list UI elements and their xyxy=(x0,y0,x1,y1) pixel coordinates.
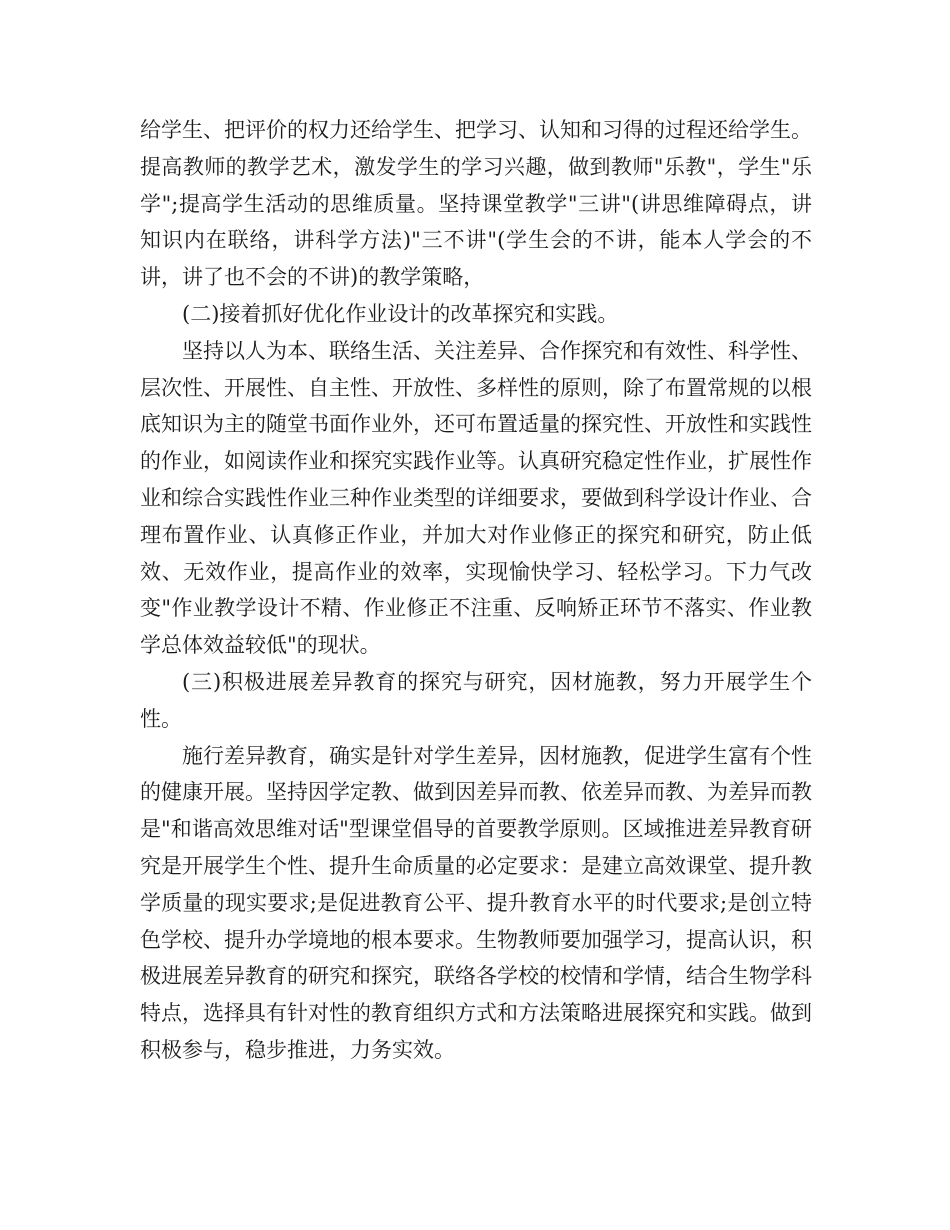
paragraph-continuation: 给学生、把评价的权力还给学生、把学习、认知和习得的过程还给学生。提高教师的教学艺术，激发学生的学习兴趣，做到教师"乐教"，学生"乐学";提高学生活动的思维质量。坚持课堂教学"三讲"(讲思维障碍点，讲知识内在联络，讲科学方法)"三不讲"(学生会的不讲，能本人学会的不讲，讲了也不会的不讲)的教学策略， xyxy=(140,118,812,290)
paragraph-differentiated-education: 施行差异教育，确实是针对学生差异，因材施教，促进学生富有个性的健康开展。坚持因学定教、做到因差异而教、依差异而教、为差异而教是"和谐高效思维对话"型课堂倡导的首要教学原则。区域推进差异教育研究是开展学生个性、提升生命质量的必定要求：是建立高效课堂、提升教学质量的现实要求;是促进教育公平、提升教育水平的时代要求;是创立特色学校、提升办学境地的根本要求。生物教师要加强学习，提高认识，积极进展差异教育的研究和探究，联络各学校的校情和学情，结合生物学科特点，选择具有针对性的教育组织方式和方法策略进展探究和实践。做到积极参与，稳步推进，力务实效。 xyxy=(140,743,812,1062)
document-page xyxy=(140,112,812,1069)
section-heading-2: (二)接着抓好优化作业设计的改革探究和实践。 xyxy=(182,301,619,326)
section-heading-3: (三)积极进展差异教育的探究与研究，因材施教，努力开展学生个性。 xyxy=(140,669,812,731)
paragraph-homework-design: 坚持以人为本、联络生活、关注差异、合作探究和有效性、科学性、层次性、开展性、自主性、开放性、多样性的原则，除了布置常规的以根底知识为主的随堂书面作业外，还可布置适量的探究性、开放性和实践性的作业，如阅读作业和探究实践作业等。认真研究稳定性作业，扩展性作业和综合实践性作业三种作业类型的详细要求，要做到科学设计作业、合理布置作业、认真修正作业，并加大对作业修正的探究和研究，防止低效、无效作业，提高作业的效率，实现愉快学习、轻松学习。下力气改变"作业教学设计不精、作业修正不注重、反响矫正环节不落实、作业教学总体效益较低"的现状。 xyxy=(140,338,812,658)
